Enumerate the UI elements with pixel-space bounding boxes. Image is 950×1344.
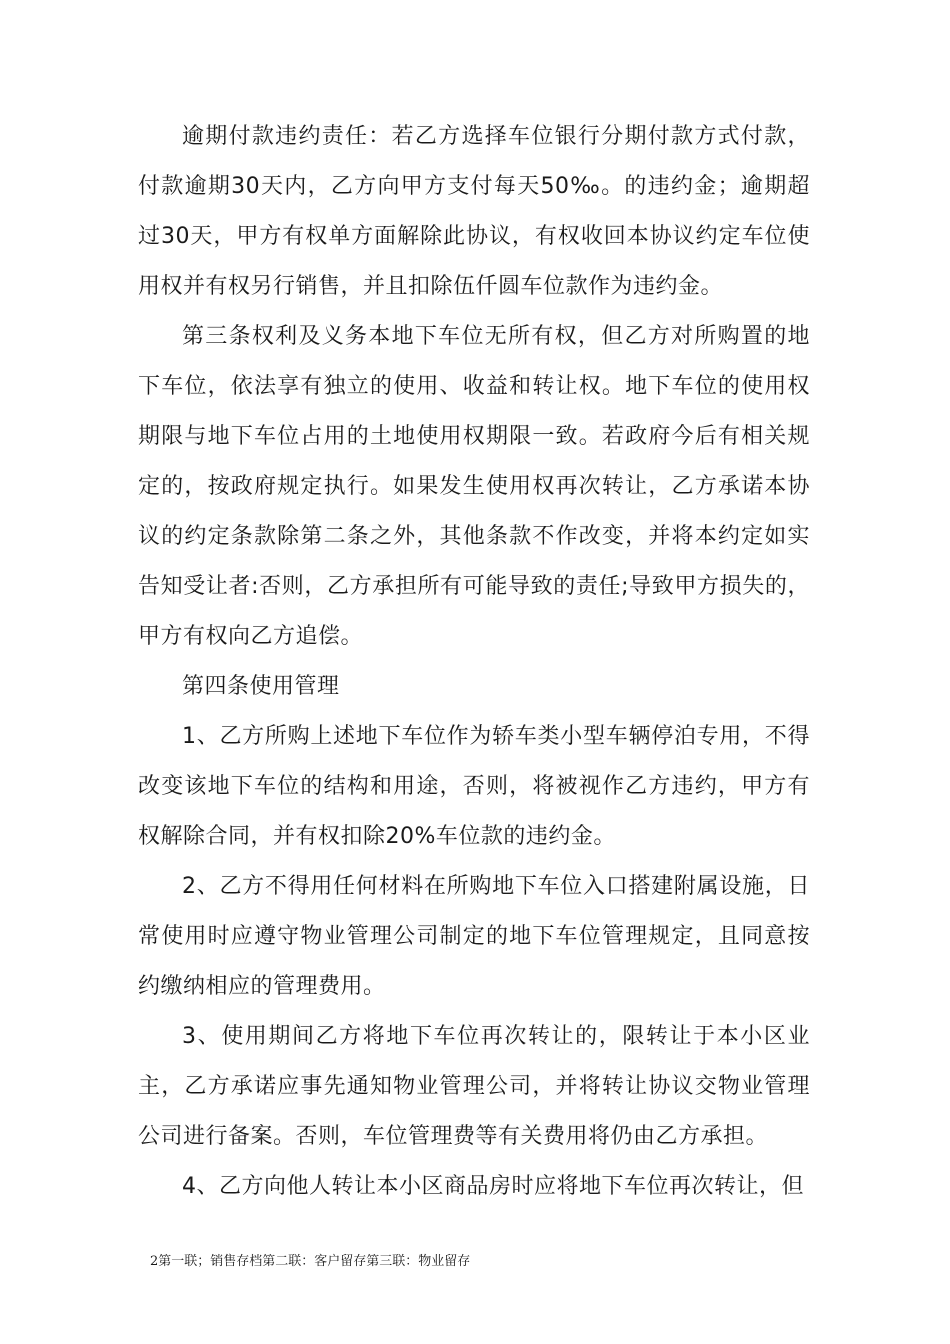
paragraph-clause-4: 4、乙方向他人转让本小区商品房时应将地下车位再次转让，但 bbox=[182, 1174, 804, 1199]
paragraph-clause-1: 1、乙方所购上述地下车位作为轿车类小型车辆停泊专用，不得改变该地下车位的结构和用途，否则，将被视作乙方违约，甲方有权解除合同，并有权扣除20%车位款的违约金。 bbox=[138, 724, 810, 849]
paragraph-clause-3: 3、使用期间乙方将地下车位再次转让的，限转让于本小区业主，乙方承诺应事先通知物业管理公司，并将转让协议交物业管理公司进行备案。否则，车位管理费等有关费用将仍由乙方承担。 bbox=[138, 1024, 810, 1149]
paragraph-overdue-payment: 逾期付款违约责任：若乙方选择车位银行分期付款方式付款，付款逾期30天内，乙方向甲方支付每天50‰。的违约金；逾期超过30天，甲方有权单方面解除此协议，有权收回本协议约定车位使用权并有权另行销售，并且扣除伍仟圆车位款作为违约金。 bbox=[138, 124, 810, 299]
paragraph-article-three: 第三条权利及义务本地下车位无所有权，但乙方对所购置的地下车位，依法享有独立的使用、收益和转让权。地下车位的使用权期限与地下车位占用的土地使用权期限一致。若政府今后有相关规定的，按政府规定执行。如果发生使用权再次转让，乙方承诺本协议的约定条款除第二条之外，其他条款不作改变，并将本约定如实告知受让者:否则，乙方承担所有可能导致的责任;导致甲方损失的，甲方有权向乙方追偿。 bbox=[138, 324, 810, 649]
paragraph-article-four-heading: 第四条使用管理 bbox=[182, 674, 340, 699]
paragraph-clause-2: 2、乙方不得用任何材料在所购地下车位入口搭建附属设施，日常使用时应遵守物业管理公司制定的地下车位管理规定，且同意按约缴纳相应的管理费用。 bbox=[138, 874, 810, 999]
page-footer: 2第一联；销售存档第二联：客户留存第三联：物业留存 bbox=[150, 1254, 471, 1269]
